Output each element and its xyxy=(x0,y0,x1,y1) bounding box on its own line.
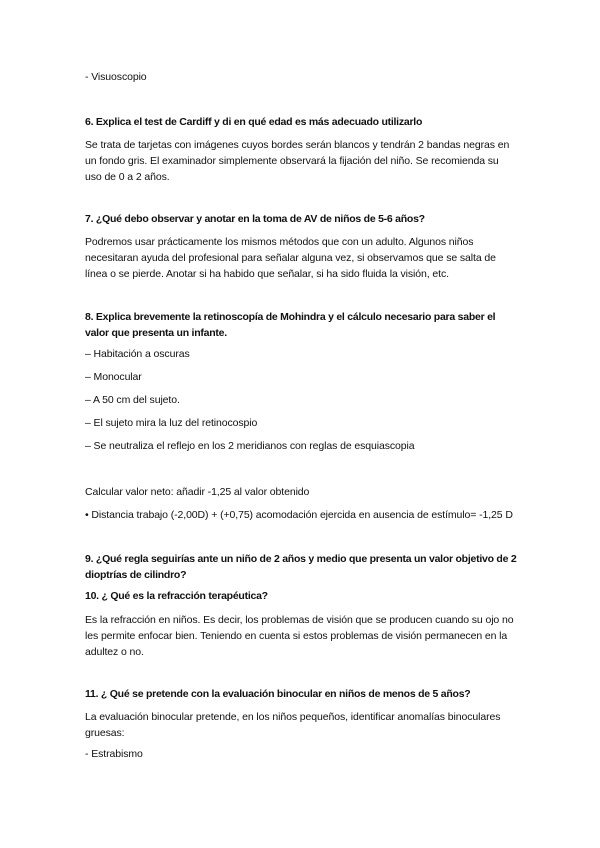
list-item: – A 50 cm del sujeto. xyxy=(85,394,180,406)
question-9-heading: 9. ¿Qué regla seguirías ante un niño de 2 años y medio que presenta un valor objetivo de 2 dioptrías de cilindro? xyxy=(85,553,517,581)
question-7-answer: Podremos usar prácticamente los mismos métodos que con un adulto. Algunos niños necesitaran ayuda del profesional para señalar alguna vez, si observamos que se salta de línea o se pierde. Anotar si ha habido que señalar, si ha sido fluida la visión, etc. xyxy=(85,236,496,280)
list-item: – El sujeto mira la luz del retinocospio xyxy=(85,417,258,429)
question-6-heading: 6. Explica el test de Cardiff y di en qué edad es más adecuado utilizarlo xyxy=(85,116,423,128)
question-10-answer: Es la refracción en niños. Es decir, los problemas de visión que se producen cuando su ojo no les permite enfocar bien. Teniendo en cuenta si estos problemas de visión permanecen en la adultez o no. xyxy=(85,614,514,658)
question-11-answer: La evaluación binocular pretende, en los niños pequeños, identificar anomalías binoculares gruesas: xyxy=(85,711,501,739)
calculation-bullet: • Distancia trabajo (-2,00D) + (+0,75) acomodación ejercida en ausencia de estímulo= -1,25 D xyxy=(85,509,513,521)
list-item: - Estrabismo xyxy=(85,748,143,760)
calculation-note: Calcular valor neto: añadir -1,25 al valor obtenido xyxy=(85,486,310,498)
question-10-heading: 10. ¿ Qué es la refracción terapéutica? xyxy=(85,590,268,602)
list-item: – Monocular xyxy=(85,371,142,383)
list-item: – Se neutraliza el reflejo en los 2 meridianos con reglas de esquiascopia xyxy=(85,440,415,452)
question-7-heading: 7. ¿Qué debo observar y anotar en la toma de AV de niños de 5-6 años? xyxy=(85,213,425,225)
question-8-heading: 8. Explica brevemente la retinoscopía de Mohindra y el cálculo necesario para saber el valor que presenta un infante. xyxy=(85,311,496,339)
list-item: - Visuoscopio xyxy=(85,71,147,83)
list-item: – Habitación a oscuras xyxy=(85,348,190,360)
question-11-heading: 11. ¿ Qué se pretende con la evaluación binocular en niños de menos de 5 años? xyxy=(85,688,471,700)
question-6-answer: Se trata de tarjetas con imágenes cuyos bordes serán blancos y tendrán 2 bandas negras en un fondo gris. El examinador simplemente observará la fijación del niño. Se recomienda su uso de 0 a 2 años. xyxy=(85,139,510,183)
